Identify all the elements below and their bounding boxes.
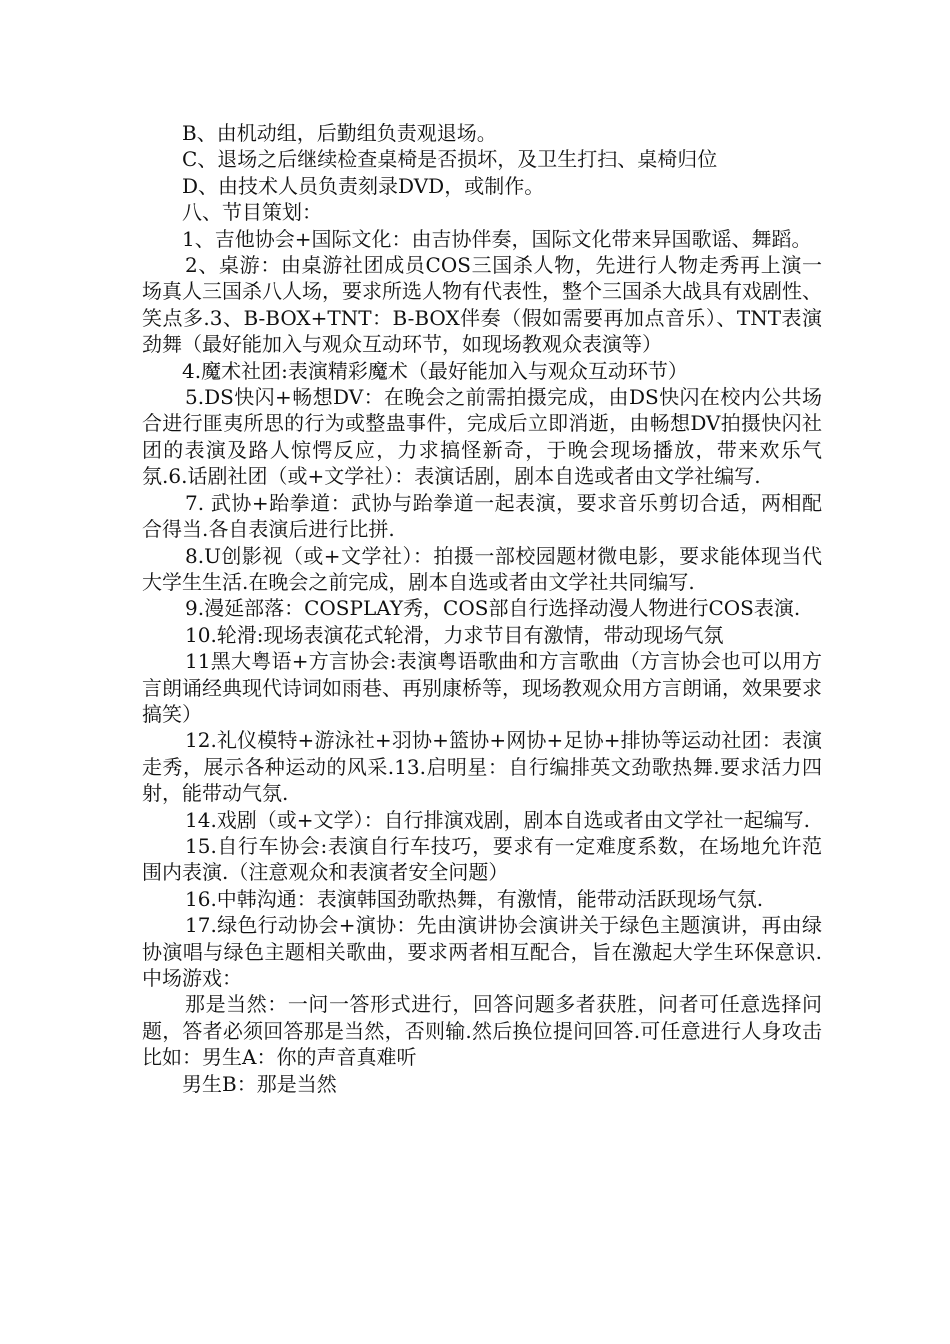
paragraph-item-11: 11黑大粤语+方言协会:表演粤语歌曲和方言歌曲（方言协会也可以用方言朗诵经典现代诗词如雨巷、再别康桥等，现场教观众用方言朗诵，效果要求搞笑） bbox=[142, 649, 822, 726]
paragraph-d-dvd: D、由技术人员负责刻录DVD，或制作。 bbox=[182, 173, 545, 198]
paragraph-item-7: 7. 武协+跆拳道：武协与跆拳道一起表演，要求音乐剪切合适，两相配合得当.各自表演后进行比拼. bbox=[142, 490, 822, 542]
paragraph-item-15: 15.自行车协会:表演自行车技巧，要求有一定难度系数，在场地允许范围内表演.（注意观众和表演者安全问题） bbox=[142, 833, 822, 885]
paragraph-item-4: 4.魔术社团:表演精彩魔术（最好能加入与观众互动环节） bbox=[182, 358, 688, 383]
paragraph-item-10: 10.轮滑:现场表演花式轮滑，力求节目有激情，带动现场气氛 bbox=[185, 622, 724, 647]
paragraph-item-9: 9.漫延部落：COSPLAY秀，COS部自行选择动漫人物进行COS表演. bbox=[185, 596, 801, 621]
paragraph-item-2-3: 2、桌游：由桌游社团成员COS三国杀人物，先进行人物走秀再上演一场真人三国杀八人场，要求所选人物有代表性，整个三国杀大战具有戏剧性、笑点多.3、B-BOX+TNT：B-BOX伴奏（假如需要再加点音乐）、TNT表演劲舞（最好能加入与观众互动环节，如现场教观众表演等） bbox=[142, 253, 822, 357]
paragraph-item-16: 16.中韩沟通：表演韩国劲歌热舞，有激情，能带动活跃现场气氛. bbox=[185, 886, 764, 911]
paragraph-c-cleanup: C、退场之后继续检查桌椅是否损坏，及卫生打扫、桌椅归位 bbox=[182, 147, 718, 172]
paragraph-item-5-6: 5.DS快闪+畅想DV：在晚会之前需拍摄完成，由DS快闪在校内公共场合进行匪夷所思的行为或整蛊事件，完成后立即消逝，由畅想DV拍摄快闪社团的表演及路人惊愕反应，力求搞怪新奇，于晚会现场播放，带来欢乐气氛.6.话剧社团（或+文学社）：表演话剧，剧本自选或者由文学社编写. bbox=[142, 385, 822, 489]
paragraph-game-rules: 那是当然：一问一答形式进行，回答问题多者获胜，问者可任意选择问题，答者必须回答那是当然，否则输.然后换位提问回答.可任意进行人身攻击 比如：男生A：你的声音真难听 bbox=[142, 992, 822, 1070]
paragraph-item-8: 8.U创影视（或+文学社）：拍摄一部校园题材微电影，要求能体现当代大学生生活.在晚会之前完成，剧本自选或者由文学社共同编写. bbox=[142, 543, 822, 594]
document-body bbox=[142, 120, 822, 1097]
paragraph-item-12-13: 12.礼仪模特+游泳社+羽协+篮协+网协+足协+排协等运动社团：表演走秀，展示各种运动的风采.13.启明星：自行编排英文劲歌热舞.要求活力四射，能带动气氛. bbox=[142, 728, 822, 806]
section-heading-program-planning: 八、节目策划： bbox=[182, 200, 322, 225]
paragraph-b-exit: B、由机动组，后勤组负责观退场。 bbox=[182, 121, 497, 145]
paragraph-item-17: 17.绿色行动协会+演协：先由演讲协会演讲关于绿色主题演讲，再由绿协演唱与绿色主题相关歌曲，要求两者相互配合，旨在激起大学生环保意识.中场游戏： bbox=[142, 913, 822, 990]
paragraph-item-14: 14.戏剧（或+文学）：自行排演戏剧，剧本自选或者由文学社一起编写. bbox=[185, 807, 810, 832]
paragraph-game-example: 男生B：那是当然 bbox=[182, 1071, 337, 1096]
paragraph-item-1: 1、吉他协会+国际文化：由吉协伴奏，国际文化带来异国歌谣、舞蹈。 bbox=[182, 226, 812, 251]
